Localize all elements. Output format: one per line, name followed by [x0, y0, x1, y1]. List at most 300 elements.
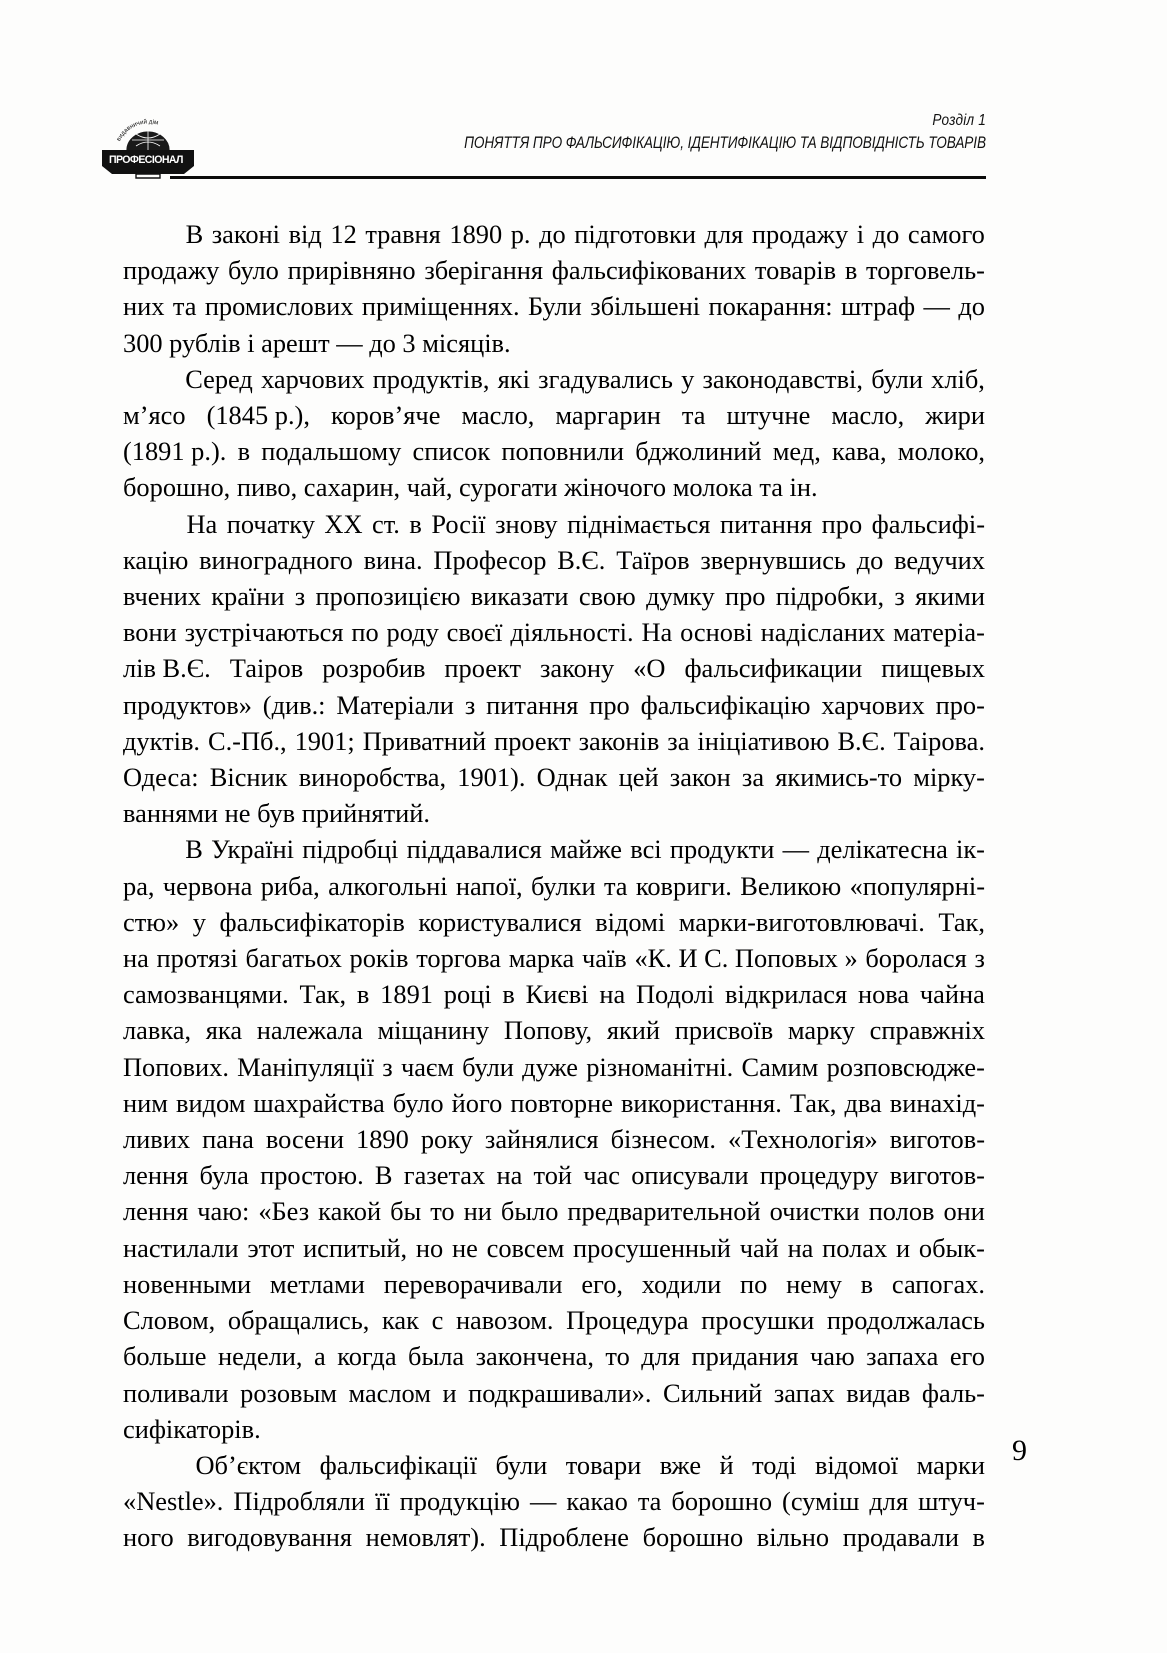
word: майже — [550, 834, 623, 865]
word: Подолі — [635, 979, 715, 1010]
word: дуже — [522, 1051, 579, 1082]
word: в — [237, 436, 251, 467]
word: думку — [646, 581, 715, 612]
word: той — [533, 1160, 573, 1191]
word: В — [185, 834, 203, 865]
word: до — [958, 291, 985, 322]
word: чайна — [919, 979, 985, 1010]
word: Попову, — [503, 1015, 593, 1046]
word: розробив — [322, 653, 426, 684]
text-line — [123, 687, 985, 723]
word: року — [420, 1124, 473, 1155]
word: знову — [495, 508, 558, 539]
word: тоді — [752, 1449, 797, 1480]
word: была — [408, 1341, 465, 1372]
word: поливали — [123, 1377, 229, 1408]
word: роду — [386, 617, 439, 648]
word: ст. — [372, 508, 400, 539]
word: С.-Пб., — [207, 725, 287, 756]
text-line — [123, 759, 985, 795]
text-line — [123, 940, 985, 976]
word: фальсификации — [684, 653, 863, 684]
word: Приватний — [362, 725, 487, 756]
text-line: ваннями не був прийнятий. — [123, 798, 430, 829]
word: масло, — [461, 400, 535, 431]
word: булки — [531, 870, 596, 901]
word: 12 — [330, 219, 357, 249]
word: його — [451, 1087, 503, 1118]
word: торговель- — [866, 255, 985, 286]
word: список — [412, 436, 491, 467]
text-line — [123, 578, 985, 614]
word: марки-виготовлювачі. — [678, 906, 925, 937]
word: році — [443, 979, 492, 1010]
word: до — [856, 544, 884, 575]
word: Маніпуляції — [237, 1051, 375, 1082]
word: з — [974, 943, 985, 974]
word: у — [192, 906, 206, 937]
line-indent — [123, 216, 177, 252]
text-line — [123, 1193, 985, 1229]
word: совсем — [486, 1232, 565, 1263]
word: и — [442, 1377, 457, 1408]
text-line — [123, 361, 985, 397]
word: продажу — [123, 255, 220, 286]
word: то — [605, 1341, 630, 1372]
word: с — [431, 1305, 444, 1336]
word: належала — [256, 1015, 363, 1046]
word: вигодовування — [187, 1522, 353, 1553]
word: Попових. — [123, 1051, 229, 1082]
word: початку — [226, 508, 315, 539]
text-line — [123, 1266, 985, 1302]
word: когда — [337, 1341, 397, 1372]
word: товарів — [754, 255, 837, 286]
word: ного — [123, 1522, 174, 1553]
paragraph — [123, 361, 985, 506]
word: них — [123, 291, 165, 322]
text-line — [123, 1012, 985, 1048]
paragraph — [123, 831, 985, 1446]
word: В.Є. — [837, 725, 886, 756]
word: цей — [618, 762, 659, 793]
text-line — [123, 1338, 985, 1374]
word: какао — [566, 1486, 628, 1517]
word: ра, — [123, 870, 155, 901]
text-line: 300 рублів і арешт — до 3 місяців. — [123, 327, 511, 358]
header-text-block — [176, 112, 986, 153]
word: — — [530, 1486, 557, 1517]
word: коров’яче — [330, 400, 441, 431]
word: Підробляли — [233, 1486, 365, 1517]
word: для — [704, 219, 744, 249]
word: самого — [907, 219, 985, 249]
text-line — [123, 904, 985, 940]
word: було — [228, 255, 279, 286]
word: років — [349, 943, 409, 974]
word: про — [724, 581, 766, 612]
word: Одеса: — [123, 762, 199, 793]
word: В — [185, 219, 204, 249]
running-head-title: ПОНЯТТЯ ПРО ФАЛЬСИФІКАЦІЮ, ІДЕНТИФІКАЦІЮ ТА ВІДПОВІДНІСТЬ ТОВАРІВ — [464, 133, 986, 153]
word: р. — [510, 219, 531, 249]
word: было — [500, 1196, 559, 1227]
word: (див.: — [262, 689, 326, 720]
word: матеріа- — [893, 617, 985, 648]
word: Сильний — [662, 1377, 763, 1408]
word: — — [923, 291, 950, 322]
word: просушки — [701, 1305, 815, 1336]
word: багатьох — [245, 943, 342, 974]
word: торгова — [416, 943, 501, 974]
word: час — [583, 1160, 620, 1191]
word: приміщеннях. — [361, 291, 520, 322]
word: чаю — [809, 1341, 855, 1372]
word: они — [943, 1196, 985, 1227]
word: «популярні- — [849, 870, 985, 901]
word: в — [502, 979, 515, 1010]
word: фальсифікованих — [551, 255, 747, 286]
word: і — [856, 219, 865, 249]
word: закону — [540, 653, 615, 684]
word: Об’єктом — [195, 1449, 302, 1480]
word: продолжалась — [826, 1305, 985, 1336]
word: этот — [247, 1232, 295, 1263]
word: поповнили — [501, 436, 625, 467]
word: (суміш — [782, 1486, 860, 1517]
chapter-label: Розділ 1 — [932, 112, 986, 129]
word: Професор — [433, 544, 547, 575]
word: бджолиний — [635, 436, 762, 467]
word: вони — [123, 617, 177, 648]
text-line — [123, 650, 985, 686]
svg-text:ПРОФЕСІОНАЛ: ПРОФЕСІОНАЛ — [108, 153, 183, 167]
word: нова — [857, 979, 910, 1010]
word: з — [894, 581, 905, 612]
word: В.Є. — [557, 544, 606, 575]
text-line — [123, 1230, 985, 1266]
word: Києві — [525, 979, 589, 1010]
word: зайнялися — [484, 1124, 599, 1155]
word: лення — [123, 1160, 189, 1191]
word: промислових — [204, 291, 354, 322]
word: 1891 — [380, 979, 433, 1010]
word: питання — [719, 508, 813, 539]
word: про — [821, 508, 863, 539]
word: до — [539, 219, 566, 249]
word: й — [719, 1449, 734, 1480]
word: боролася — [865, 943, 967, 974]
word: законі — [211, 219, 281, 249]
text-line — [123, 252, 985, 288]
word: підробки, — [775, 581, 885, 612]
word: запаха — [866, 1341, 939, 1372]
word: якимись-то — [775, 762, 903, 793]
word: які — [497, 363, 530, 394]
word: два — [844, 1087, 882, 1118]
text-line — [123, 868, 985, 904]
word: відомої — [814, 1449, 899, 1480]
word: всі — [630, 834, 662, 865]
word: газетах — [403, 1160, 486, 1191]
word: якими — [915, 581, 985, 612]
word: напої, — [455, 870, 523, 901]
word: ходили — [641, 1268, 722, 1299]
word: чай — [739, 1232, 779, 1263]
word: Таїров — [616, 544, 690, 575]
word: згадувались — [538, 363, 673, 394]
word: зберігання — [424, 255, 543, 286]
word: в — [356, 979, 370, 1010]
word: були — [871, 363, 923, 394]
text-line — [123, 506, 985, 542]
word: виготов- — [889, 1124, 985, 1155]
word: лення — [123, 1196, 189, 1227]
word: обык- — [918, 1232, 985, 1263]
word: ним — [123, 1087, 168, 1118]
word: по — [740, 1268, 768, 1299]
word: вина. — [363, 544, 423, 575]
word: штуч- — [918, 1486, 985, 1517]
text-line — [123, 1483, 985, 1519]
word: фальсифікаторів — [219, 906, 405, 937]
word: бізнесом. — [610, 1124, 716, 1155]
word: ік- — [956, 834, 985, 865]
word: — — [782, 834, 809, 865]
text-line — [123, 288, 985, 324]
word: Процедура — [566, 1305, 689, 1336]
word: делікатесна — [817, 834, 948, 865]
text-line — [123, 723, 985, 759]
word: по — [351, 617, 379, 648]
word: з — [382, 1051, 393, 1082]
word: покарання: — [708, 291, 833, 322]
word: зустрічаються — [184, 617, 344, 648]
word: метлами — [269, 1268, 365, 1299]
word: шахрайства — [253, 1087, 385, 1118]
word: (1845 р.), — [206, 400, 310, 431]
word: підробці — [302, 834, 399, 865]
word: и — [896, 1232, 911, 1263]
word: процедуру — [759, 1160, 879, 1191]
header-divider — [170, 176, 986, 179]
word: ініціативою — [697, 725, 830, 756]
word: марку — [787, 1015, 855, 1046]
word: Україні — [211, 834, 294, 865]
word: законів — [578, 725, 660, 756]
word: Великою — [740, 870, 842, 901]
word: ковриги. — [635, 870, 732, 901]
word: продуктів, — [372, 363, 490, 394]
text-line — [123, 1157, 985, 1193]
word: закончена, — [475, 1341, 594, 1372]
word: про- — [935, 689, 985, 720]
svg-text:видавничий дім: видавничий дім — [115, 118, 159, 143]
word: штраф — [840, 291, 916, 322]
word: ни — [463, 1196, 492, 1227]
word: фальсифікацію — [640, 689, 811, 720]
word: чаїв — [581, 943, 627, 974]
word: бы — [390, 1196, 422, 1227]
word: товари — [565, 1449, 642, 1480]
word: «О — [633, 653, 666, 684]
word: фаль- — [921, 1377, 985, 1408]
text-line — [123, 831, 985, 867]
word: навозом. — [455, 1305, 554, 1336]
word: в — [409, 508, 422, 539]
word: на — [123, 943, 149, 974]
word: продажу — [751, 219, 849, 249]
word: ХХ — [324, 508, 363, 539]
word: у — [681, 363, 695, 394]
word: були — [462, 1051, 514, 1082]
word: повторне — [510, 1087, 613, 1118]
word: харчових — [821, 689, 925, 720]
word: какой — [318, 1196, 382, 1227]
paragraph — [123, 216, 985, 361]
word: просушенный — [573, 1232, 731, 1263]
word: виготов- — [889, 1160, 985, 1191]
word: питання — [486, 689, 579, 720]
word: вчених — [123, 581, 201, 612]
word: були — [495, 1449, 548, 1480]
word: переворачивали — [383, 1268, 563, 1299]
word: видом — [175, 1087, 246, 1118]
word: міщанину — [377, 1015, 490, 1046]
word: марка — [508, 943, 575, 974]
word: розповсюдже- — [826, 1051, 985, 1082]
word: та — [603, 870, 628, 901]
line-indent — [123, 361, 177, 397]
word: пищевых — [881, 653, 985, 684]
word: испитый, — [303, 1232, 408, 1263]
word: червона — [162, 870, 253, 901]
word: продукти — [669, 834, 775, 865]
word: риба, — [260, 870, 320, 901]
word: жири — [925, 400, 985, 431]
word: діяльності. — [510, 617, 634, 648]
word: фальсифі- — [871, 508, 985, 539]
word: стю» — [123, 906, 180, 937]
word: пропозицією — [315, 581, 461, 612]
word: надісланих — [760, 617, 886, 648]
word: протязі — [156, 943, 238, 974]
word: різноманітні. — [586, 1051, 734, 1082]
word: справжніх — [869, 1015, 985, 1046]
word: закон — [669, 762, 731, 793]
word: Таірова. — [893, 725, 985, 756]
word: Підроблене — [499, 1522, 629, 1553]
word: лавка, — [123, 1015, 192, 1046]
word: подкрашивали». — [468, 1377, 652, 1408]
word: сапогах. — [891, 1268, 985, 1299]
word: 1901; — [294, 725, 355, 756]
word: від — [288, 219, 322, 249]
word: обращались, — [227, 1305, 370, 1336]
word: продуктов» — [123, 689, 252, 720]
word: его — [949, 1341, 985, 1372]
word: дуктів. — [123, 725, 201, 756]
word: за — [741, 762, 765, 793]
word: піднімається — [567, 508, 711, 539]
word: но — [415, 1232, 444, 1263]
word: країни — [211, 581, 285, 612]
word: Так, — [299, 979, 347, 1010]
text-line — [123, 1049, 985, 1085]
word: штучне — [726, 400, 811, 431]
word: винахід- — [889, 1087, 985, 1118]
text-line — [123, 1085, 985, 1121]
word: марки — [916, 1449, 985, 1480]
word: полах — [822, 1232, 888, 1263]
text-line — [123, 542, 985, 578]
word: своєї — [446, 617, 503, 648]
word: борошно — [671, 1486, 773, 1517]
word: збільшені — [590, 291, 701, 322]
word: придания — [691, 1341, 799, 1372]
word: травня — [365, 219, 441, 249]
word: видав — [846, 1377, 911, 1408]
word: фальсифікації — [319, 1449, 478, 1480]
word: Словом, — [123, 1305, 216, 1336]
word: прирівняно — [287, 255, 416, 286]
word: лів В.Є. — [123, 653, 211, 684]
word: «К. И С. Поповых » — [634, 943, 858, 974]
word: 1890 — [449, 219, 503, 249]
text-line — [123, 1519, 985, 1555]
word: на — [599, 979, 626, 1010]
word: самозванцями. — [123, 979, 289, 1010]
word: присвоїв — [674, 1015, 774, 1046]
text-line — [123, 614, 985, 650]
word: на — [496, 1160, 523, 1191]
word: на — [787, 1232, 814, 1263]
word: как — [381, 1305, 419, 1336]
word: законодавстві, — [702, 363, 863, 394]
word: борошно — [642, 1522, 744, 1553]
word: масло, — [831, 400, 905, 431]
word: її — [374, 1486, 390, 1517]
word: про — [589, 689, 630, 720]
word: Однак — [536, 762, 608, 793]
word: для — [641, 1341, 681, 1372]
text-line — [123, 216, 985, 252]
word: виноградного — [199, 544, 353, 575]
word: Так, — [789, 1087, 837, 1118]
text-line: сифікаторів. — [123, 1413, 261, 1444]
word: нему — [786, 1268, 842, 1299]
word: та — [637, 1486, 662, 1517]
word: в — [972, 1522, 985, 1553]
word: очистки — [769, 1196, 860, 1227]
word: немовлят). — [365, 1522, 486, 1553]
word: була — [199, 1160, 249, 1191]
word: подальшому — [261, 436, 402, 467]
line-indent — [123, 1447, 177, 1483]
body-text-column — [123, 216, 985, 1556]
word: простою. — [260, 1160, 364, 1191]
word: м’ясо — [123, 400, 186, 431]
word: в — [844, 255, 858, 286]
word: В — [374, 1160, 393, 1191]
word: відкрилася — [725, 979, 848, 1010]
word: а — [314, 1341, 326, 1372]
word: не — [452, 1232, 478, 1263]
word: мірку- — [913, 762, 985, 793]
word: На — [186, 508, 218, 539]
word: маслом — [348, 1377, 431, 1408]
word: полов — [868, 1196, 935, 1227]
